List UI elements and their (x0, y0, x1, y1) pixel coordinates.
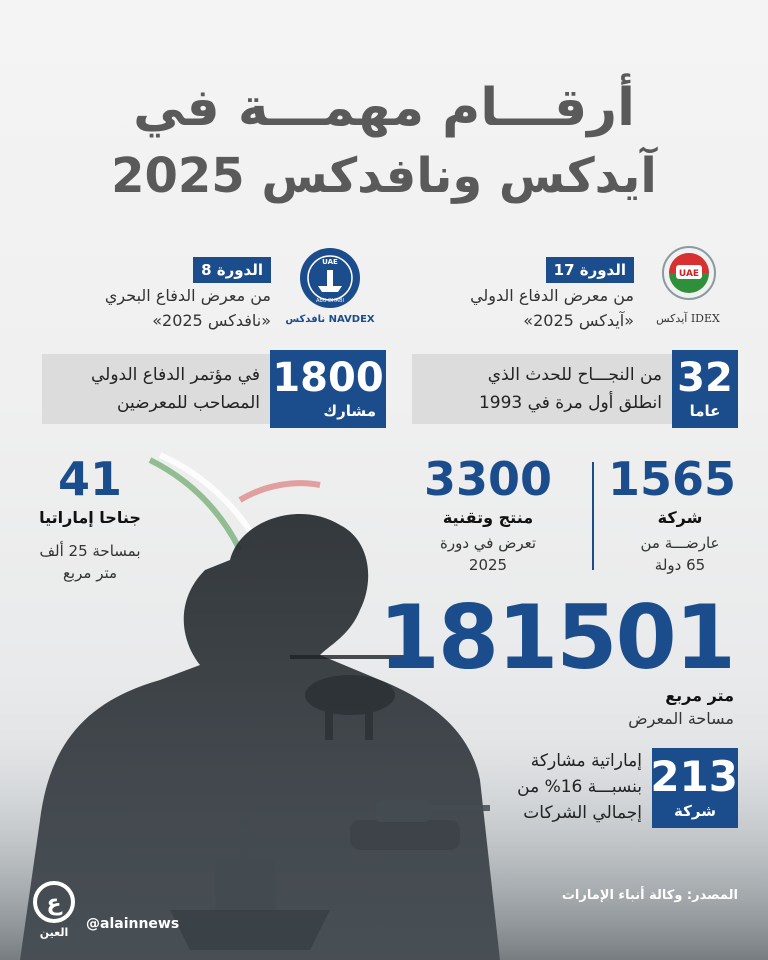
emirati-line-2: بنسبـــة 16% من (517, 777, 642, 797)
products-line-1: تعرض في دورة (439, 534, 537, 552)
area-number: 181501 (378, 586, 734, 689)
participants-number: 1800 (272, 355, 384, 401)
alain-logo-icon (32, 880, 76, 924)
participants-line-2: المصاحب للمعرضين (117, 393, 260, 413)
products-number: 3300 (423, 452, 553, 506)
svg-text:UAE: UAE (322, 258, 338, 266)
participants-line-1: في مؤتمر الدفاع الدولي (91, 365, 260, 385)
idex-edition-badge: الدورة 17 (546, 257, 634, 283)
idex-logo (650, 245, 728, 307)
years-line-1: من النجـــاح للحدث الذي (487, 365, 662, 385)
handle-text: @alainnews (86, 916, 180, 932)
navdex-logo-caption: NAVDEX نافدكس (285, 314, 375, 325)
svg-text:UAE: UAE (678, 269, 700, 279)
smoke-trail-red (240, 483, 320, 500)
companies-number: 1565 (607, 452, 736, 506)
svg-text:ABU DHABI: ABU DHABI (315, 298, 345, 304)
products-label: منتج وتقنية (442, 508, 534, 527)
twitter-handle (86, 916, 179, 932)
pavilions-number: 41 (57, 452, 122, 506)
navdex-edition-badge: الدورة 8 (193, 257, 271, 283)
emirati-stat-box (652, 748, 738, 828)
pavilions-line-1: بمساحة 25 ألف (39, 542, 141, 560)
source-credit: المصدر: وكالة أنباء الإمارات (561, 888, 738, 903)
area-sublabel: مساحة المعرض (628, 709, 734, 728)
area-label: متر مربع (665, 686, 734, 705)
products-line-2: 2025 (468, 556, 508, 574)
emirati-number: 213 (650, 752, 738, 801)
idex-description-line-1: من معرض الدفاع الدولي (470, 286, 634, 305)
stat-divider (592, 462, 594, 570)
years-line-2: انطلق أول مرة في 1993 (478, 393, 662, 413)
emirati-line-3: إجمالي الشركات (523, 803, 642, 823)
navdex-description-line-2: «نافدكس 2025» (152, 311, 271, 330)
years-stat-box (672, 350, 738, 428)
emirati-unit: شركة (674, 802, 716, 820)
years-number: 32 (677, 355, 733, 401)
years-unit: عاما (689, 402, 721, 420)
idex-logo-caption: IDEX آيدكس (656, 312, 720, 325)
participants-unit: مشارك (323, 402, 376, 420)
page-title-line-1: أرقـــام مهمـــة في (133, 78, 635, 138)
pavilions-label: جناحا إماراتيا (39, 508, 141, 527)
idex-description-line-2: «آيدكس 2025» (523, 311, 634, 330)
alain-logo (32, 880, 76, 940)
navdex-description-line-1: من معرض الدفاع البحري (104, 286, 271, 305)
participants-stat-box (270, 350, 386, 428)
companies-line-1: عارضـــة من (640, 534, 720, 552)
pavilions-line-2: متر مربع (62, 564, 118, 582)
navdex-logo (298, 246, 362, 310)
svg-text:ع: ع (46, 891, 62, 916)
companies-line-2: 65 دولة (654, 556, 706, 574)
page-title-line-2: آيدكس ونافدكس 2025 (111, 148, 657, 204)
alain-logo-text: العين (39, 926, 69, 939)
companies-label: شركة (657, 508, 703, 527)
emirati-line-1: إماراتية مشاركة (530, 751, 642, 771)
